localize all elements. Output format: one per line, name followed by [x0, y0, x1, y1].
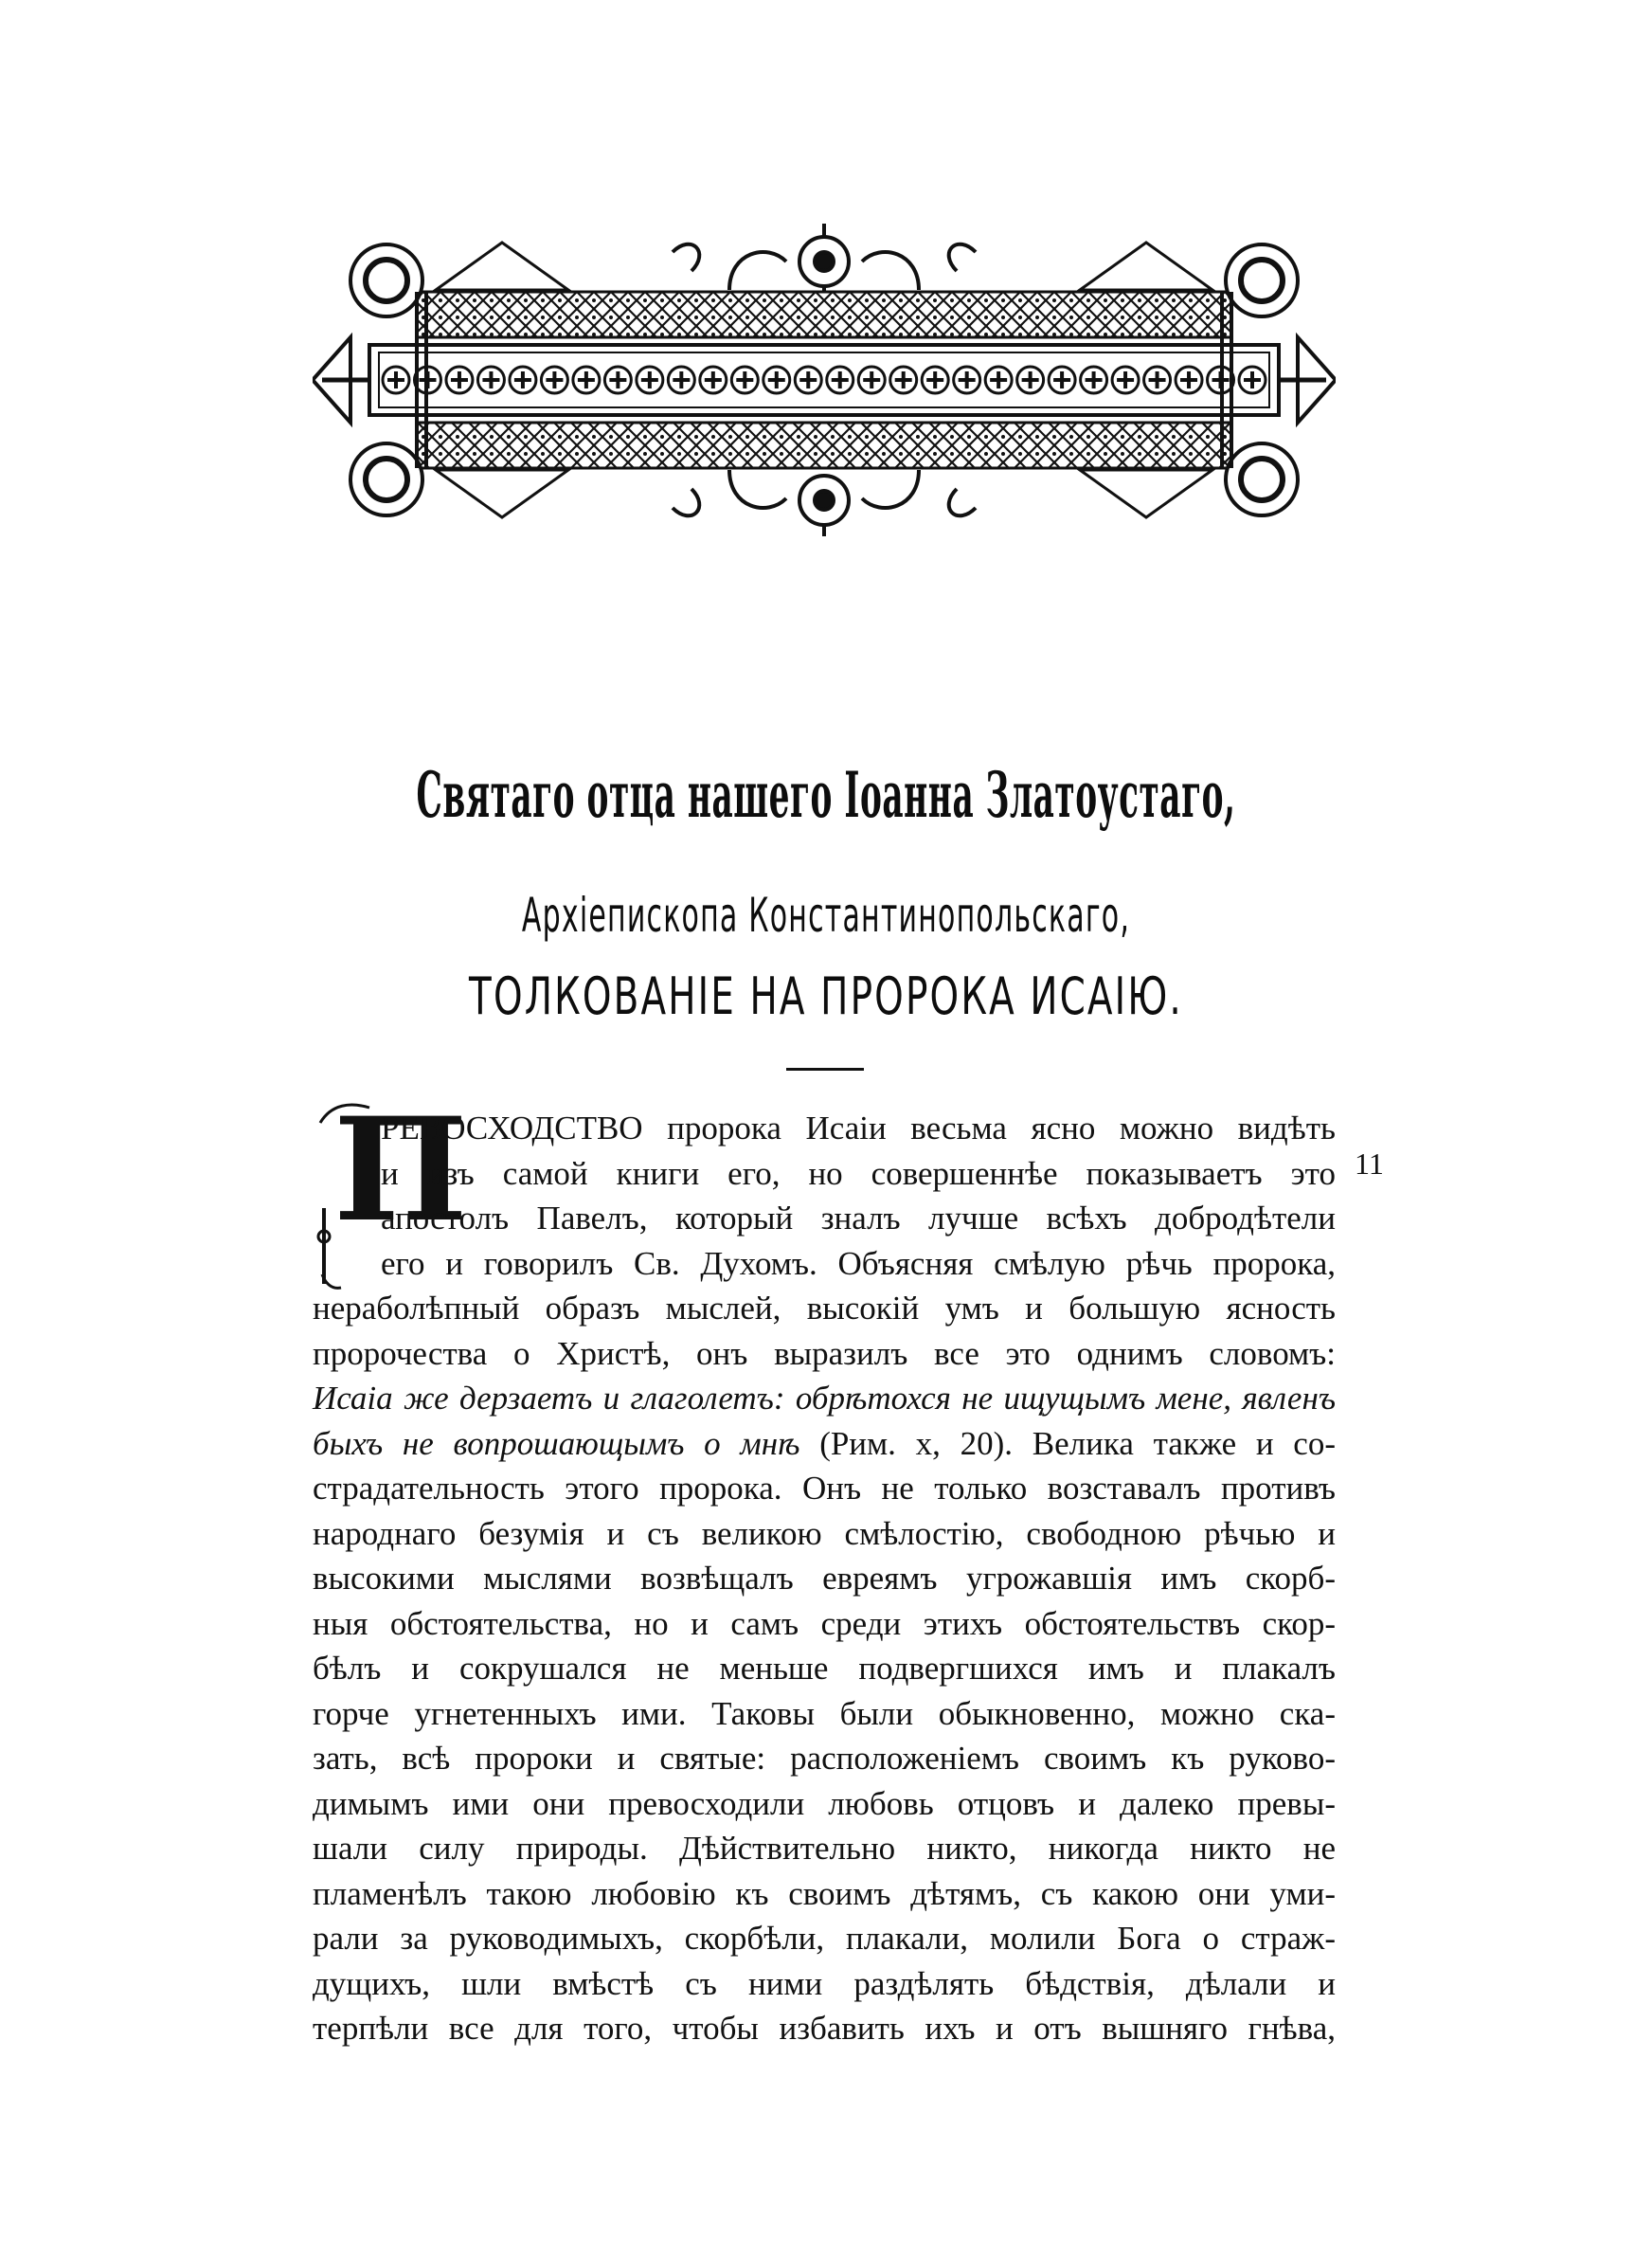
text-line: высокими мыслями возвѣщалъ евреямъ угрожавшія имъ скорб-	[313, 1560, 1336, 1597]
work-subtitle: ТОЛКОВАНІЕ НА ПРОРОКА ИСАІЮ.	[469, 966, 1183, 1026]
margin-number: 11	[1355, 1147, 1384, 1181]
text-line: горче угнетенныхъ ими. Таковы были обыкновенно, можно ска-	[313, 1694, 1336, 1732]
drop-cap-letter: П	[333, 1087, 468, 1254]
text-line: димымъ ими они превосходили любовь отцовъ и далеко превы-	[313, 1784, 1336, 1822]
text-line: терпѣли все для того, чтобы избавить ихъ и отъ вышняго гнѣва,	[313, 2010, 1336, 2047]
text-line: и изъ самой книги его, но совершеннѣе показываетъ это	[381, 1154, 1336, 1192]
ornamental-headpiece-icon	[313, 224, 1336, 536]
author-subtitle: Архіепископа Константинопольскаго,	[521, 888, 1131, 943]
text-line: страдательность этого пророка. Онъ не только возставалъ противъ	[313, 1470, 1336, 1507]
text-line: дущихъ, шли вмѣстѣ съ ними раздѣлять бѣдствія, дѣлали и	[313, 1964, 1336, 2002]
text-line: его и говорилъ Св. Духомъ. Объясняя смѣлую рѣчь пророка,	[381, 1244, 1336, 1282]
text-line: ныя обстоятельства, но и самъ среди этихъ обстоятельствъ скор-	[313, 1604, 1336, 1642]
text-line: шали силу природы. Дѣйствительно никто, никогда никто не	[313, 1830, 1336, 1867]
text-line: пламенѣлъ такою любовію къ своимъ дѣтямъ, съ какою они уми-	[313, 1874, 1336, 1912]
title-divider	[786, 1068, 864, 1071]
text-line: быхъ не вопрошающымъ о мнѣ (Рим. x, 20). Велика также и со-	[313, 1424, 1336, 1462]
text-line: пророчества о Христѣ, онъ выразилъ все это однимъ словомъ:	[313, 1334, 1336, 1372]
text-line: зать, всѣ пророки и святые: расположеніемъ своимъ къ руково-	[313, 1740, 1336, 1777]
text-line: бѣлъ и сокрушался не меньше подвергшихся имъ и плакалъ	[313, 1650, 1336, 1687]
text-line: РЕВОСХОДСТВО пророка Исаіи весьма ясно можно видѣть	[381, 1110, 1336, 1147]
text-line: апостолъ Павелъ, который зналъ лучше всѣхъ добродѣтели	[381, 1200, 1336, 1237]
work-title: Святаго отца нашего Іоанна Златоустаго,	[416, 758, 1236, 832]
text-line: Исаіа же дерзаетъ и глаголетъ: обрѣтохся не ищущымъ мене, явленъ	[313, 1380, 1336, 1417]
text-line: нераболѣпный образъ мыслей, высокій умъ и большую ясность	[313, 1290, 1336, 1327]
body-text	[313, 1106, 1336, 2051]
text-line: народнаго безумія и съ великою смѣлостію, свободною рѣчью и	[313, 1514, 1336, 1552]
text-line: рали за руководимыхъ, скорбѣли, плакали, молили Бога о страж-	[313, 1920, 1336, 1957]
